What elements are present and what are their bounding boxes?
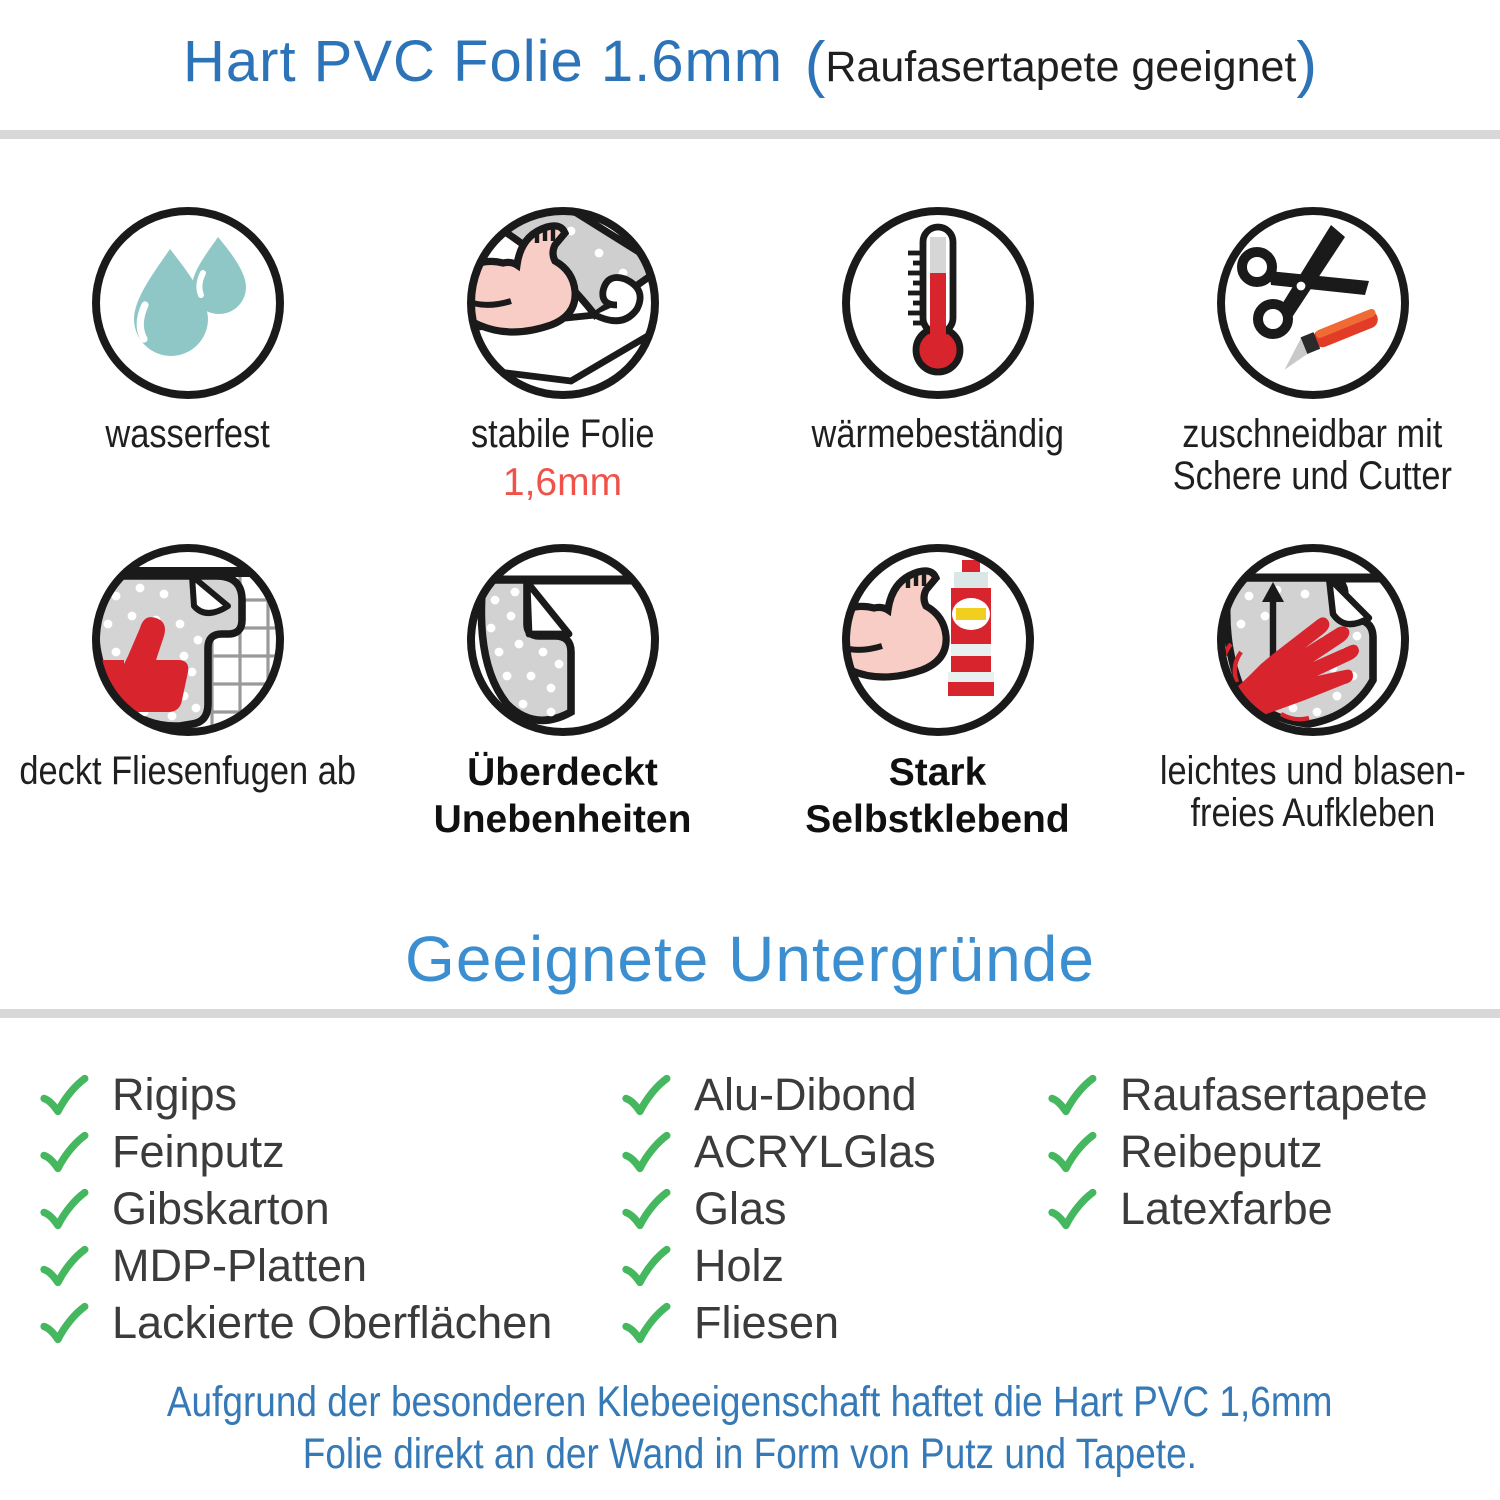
feature-unebenheiten xyxy=(375,540,750,844)
surface-item xyxy=(1046,1123,1428,1180)
surface-column-1 xyxy=(38,1066,552,1351)
page-title xyxy=(0,28,1500,100)
checkmark-icon xyxy=(38,1126,90,1178)
feature-fliesenfugen xyxy=(0,540,375,844)
checkmark-icon xyxy=(620,1183,672,1235)
feature-wasserfest xyxy=(0,203,375,505)
feature-label: deckt Fliesenfugen ab xyxy=(19,749,356,793)
surface-item xyxy=(1046,1180,1428,1237)
checkmark-icon xyxy=(620,1240,672,1292)
checkmark-icon xyxy=(620,1126,672,1178)
surface-item xyxy=(620,1180,936,1237)
feature-label: wasserfest xyxy=(105,412,270,456)
feature-waermebestaendig xyxy=(750,203,1125,505)
feature-row-2 xyxy=(0,540,1500,844)
title-main: Hart PVC Folie 1.6mm xyxy=(182,29,784,94)
surface-label: Latexfarbe xyxy=(1120,1182,1333,1234)
feature-label: stabile Folie xyxy=(470,412,655,456)
checkmark-icon xyxy=(38,1297,90,1349)
thickness-label: 1,6mm xyxy=(502,461,623,505)
feature-selbstklebend xyxy=(750,540,1125,844)
checkmark-icon xyxy=(1046,1069,1098,1121)
feature-label: Stark Selbstklebend xyxy=(805,751,1070,841)
divider xyxy=(0,130,1500,139)
checkmark-icon xyxy=(1046,1183,1098,1235)
scissors-cutter-icon xyxy=(1213,203,1413,403)
surface-column-3 xyxy=(1046,1066,1428,1237)
surface-label: ACRYLGlas xyxy=(694,1125,936,1177)
surface-item xyxy=(620,1066,936,1123)
surface-label: Gibskarton xyxy=(112,1182,330,1234)
surface-item xyxy=(38,1066,552,1123)
thermometer-icon xyxy=(838,203,1038,403)
checkmark-icon xyxy=(1046,1126,1098,1178)
feature-label: wärmebeständig xyxy=(811,412,1064,456)
feature-label: Überdeckt Unebenheiten xyxy=(433,751,692,841)
section-title: Geeignete Untergründe xyxy=(405,923,1095,995)
surface-item xyxy=(1046,1066,1428,1123)
surface-label: Reibeputz xyxy=(1120,1125,1323,1177)
divider xyxy=(0,1009,1500,1018)
surface-label: Rigips xyxy=(112,1068,238,1120)
checkmark-icon xyxy=(38,1069,90,1121)
feature-row-1 xyxy=(0,203,1500,505)
feature-label: leichtes und blasen- freies Aufkleben xyxy=(1159,749,1466,836)
surface-label: MDP-Platten xyxy=(112,1239,368,1291)
surface-label: Glas xyxy=(694,1182,787,1234)
checkmark-icon xyxy=(38,1240,90,1292)
checkmark-icon xyxy=(620,1297,672,1349)
surface-column-2 xyxy=(620,1066,936,1351)
feature-label: zuschneidbar mit Schere und Cutter xyxy=(1172,412,1453,499)
surface-label: Lackierte Oberflächen xyxy=(112,1296,553,1348)
surface-item xyxy=(620,1294,936,1351)
hand-apply-icon xyxy=(1213,540,1413,740)
surface-label: Fliesen xyxy=(694,1296,840,1348)
footer-note xyxy=(0,1376,1500,1481)
feature-stabile-folie xyxy=(375,203,750,505)
tile-thumb-icon xyxy=(88,540,288,740)
surface-label: Holz xyxy=(694,1239,785,1291)
surface-label: Alu-Dibond xyxy=(694,1068,917,1120)
surface-item xyxy=(38,1237,552,1294)
surface-item xyxy=(38,1294,552,1351)
water-drops-icon xyxy=(88,203,288,403)
feature-aufkleben xyxy=(1125,540,1500,844)
checkmark-icon xyxy=(38,1183,90,1235)
title-subtitle: Raufasertapete geeignet xyxy=(825,43,1297,91)
feature-zuschneidbar xyxy=(1125,203,1500,505)
foil-fold-icon xyxy=(463,540,663,740)
checkmark-icon xyxy=(620,1069,672,1121)
surface-item xyxy=(38,1180,552,1237)
surface-label: Raufasertapete xyxy=(1120,1068,1428,1120)
title-paren-open: ( xyxy=(804,30,826,99)
footer-line-1: Aufgrund der besonderen Klebeeigenschaft haftet die Hart PVC 1,6mm xyxy=(167,1378,1333,1426)
surface-label: Feinputz xyxy=(112,1125,285,1177)
muscle-glue-icon xyxy=(838,540,1038,740)
surface-item xyxy=(620,1123,936,1180)
surface-item xyxy=(620,1237,936,1294)
muscle-foil-icon xyxy=(463,203,663,403)
title-paren-close: ) xyxy=(1296,30,1317,99)
footer-line-2: Folie direkt an der Wand in Form von Putz und Tapete. xyxy=(302,1430,1198,1479)
surface-item xyxy=(38,1123,552,1180)
